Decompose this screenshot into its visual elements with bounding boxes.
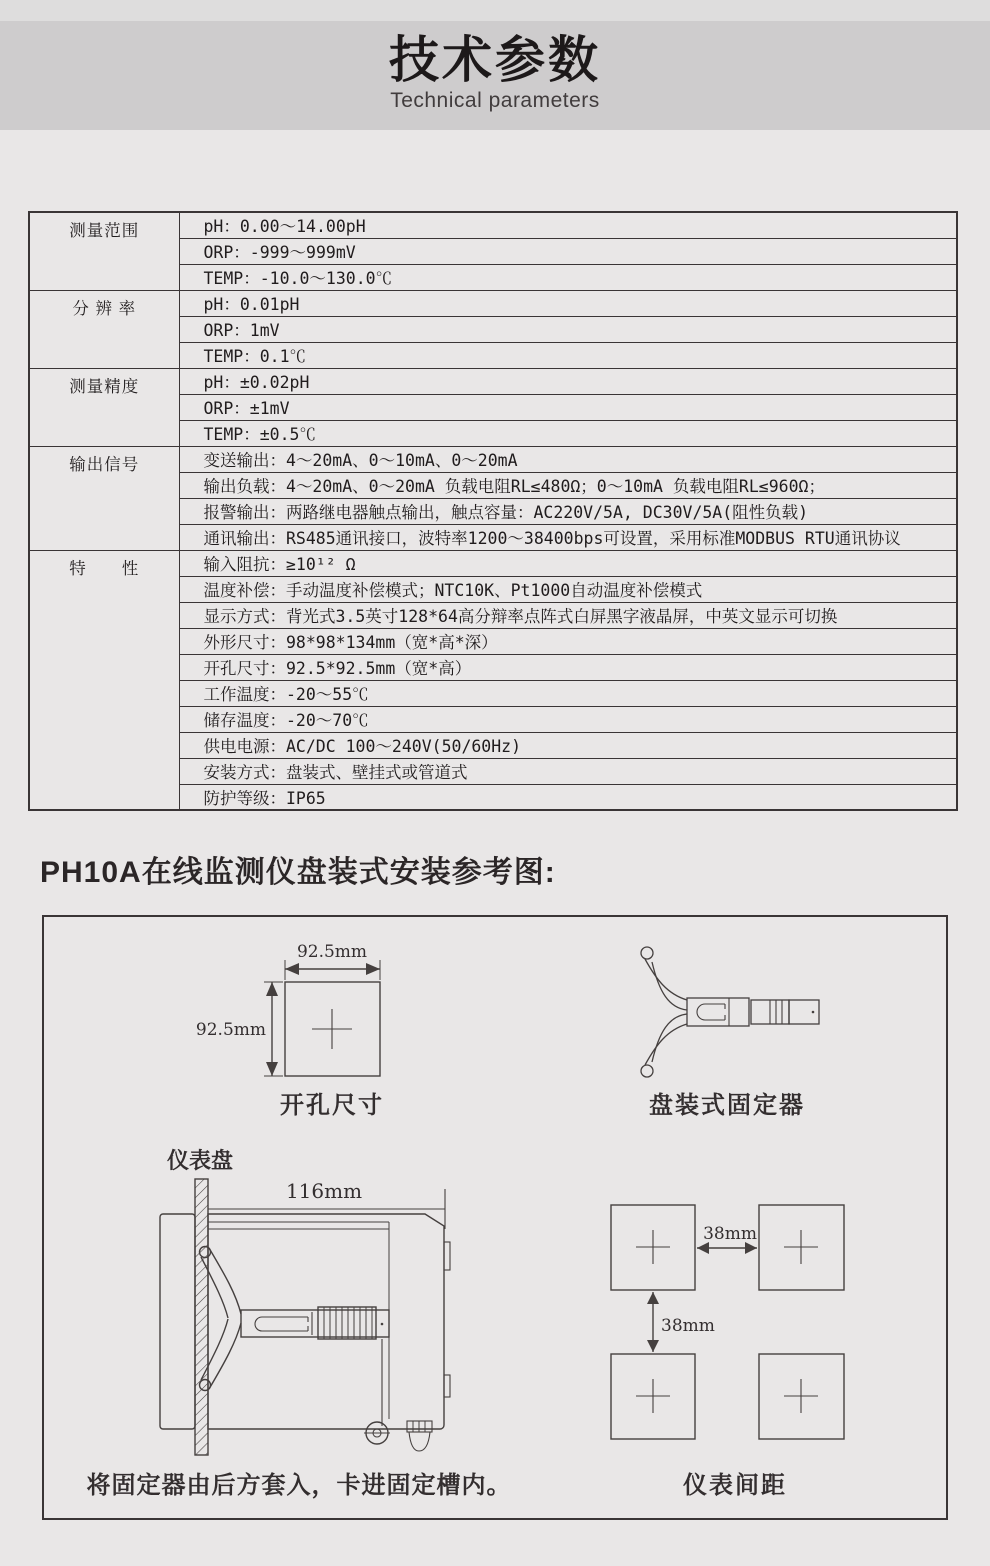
spec-category: 特 性	[29, 550, 179, 810]
cutout-dimension-drawing	[184, 932, 404, 1092]
fixator-drawing	[629, 932, 829, 1082]
table-row	[29, 290, 957, 316]
section-heading: PH10A在线监测仪盘装式安装参考图:	[40, 856, 556, 889]
spec-value: 报警输出：两路继电器触点输出，触点容量：AC220V/5A, DC30V/5A(阻性负载)	[179, 498, 957, 524]
spec-value: 安装方式：盘装式、壁挂式或管道式	[179, 758, 957, 784]
center-cross-icon	[636, 1230, 670, 1264]
spec-category: 测量精度	[29, 368, 179, 446]
cutout-width-label: 92.5mm	[296, 942, 368, 962]
table-row	[29, 368, 957, 394]
spec-value: 工作温度：-20～55℃	[179, 680, 957, 706]
spacing-drawing	[597, 1197, 862, 1447]
arrowhead-icon	[266, 982, 278, 996]
spec-value: TEMP：-10.0～130.0℃	[179, 264, 957, 290]
page-title: 技术参数	[389, 32, 601, 88]
spec-value: 供电电源：AC/DC 100～240V(50/60Hz)	[179, 732, 957, 758]
spec-value: 温度补偿：手动温度补偿模式；NTC10K、Pt1000自动温度补偿模式	[179, 576, 957, 602]
spec-value: ORP：-999～999mV	[179, 238, 957, 264]
cutout-height-label: 92.5mm	[195, 1020, 266, 1040]
spec-category: 分 辨 率	[29, 290, 179, 368]
center-cross-icon	[312, 1009, 352, 1049]
spec-value: 变送输出：4～20mA、0～10mA、0～20mA	[179, 446, 957, 472]
spec-table	[28, 211, 958, 811]
panel-hatch	[195, 1179, 208, 1455]
spec-category: 测量范围	[29, 212, 179, 290]
front-bezel	[160, 1214, 195, 1429]
spec-category: 输出信号	[29, 446, 179, 550]
depth-label: 116mm	[285, 1179, 363, 1203]
spec-value: pH：±0.02pH	[179, 368, 957, 394]
spec-value: 输出负载：4～20mA、0～20mA 负载电阻RL≤480Ω；0～10mA 负载电阻RL≤960Ω；	[179, 472, 957, 498]
spec-value: ORP：1mV	[179, 316, 957, 342]
table-row	[29, 212, 957, 238]
center-cross-icon	[636, 1379, 670, 1413]
spec-value: pH：0.01pH	[179, 290, 957, 316]
spec-value: 输入阻抗：≥10¹² Ω	[179, 550, 957, 576]
fixator-caption: 盘装式固定器	[649, 1092, 805, 1119]
arrowhead-icon	[366, 963, 380, 975]
instrument-body	[208, 1214, 444, 1429]
spec-value: TEMP：±0.5℃	[179, 420, 957, 446]
center-cross-icon	[784, 1230, 818, 1264]
spec-value: 开孔尺寸：92.5*92.5mm（宽*高）	[179, 654, 957, 680]
arrowhead-icon	[285, 963, 299, 975]
spec-value: 显示方式：背光式3.5英寸128*64高分辩率点阵式白屏黑字液晶屏，中英文显示可切换	[179, 602, 957, 628]
page-subtitle: Technical parameters	[390, 88, 600, 112]
side-mount-drawing	[122, 1142, 472, 1462]
arrowhead-icon	[647, 1340, 659, 1352]
center-cross-icon	[784, 1379, 818, 1413]
spacing-vertical-label: 38mm	[661, 1316, 715, 1336]
installation-diagram	[42, 915, 948, 1520]
spec-value: TEMP：0.1℃	[179, 342, 957, 368]
table-row	[29, 446, 957, 472]
table-row	[29, 550, 957, 576]
spacing-caption: 仪表间距	[683, 1472, 787, 1499]
spec-value: pH：0.00～14.00pH	[179, 212, 957, 238]
page-header	[0, 21, 990, 130]
spec-value: 储存温度：-20～70℃	[179, 706, 957, 732]
spec-value: 外形尺寸：98*98*134mm（宽*高*深）	[179, 628, 957, 654]
spec-value: 防护等级：IP65	[179, 784, 957, 810]
top-strip	[0, 0, 990, 21]
cutout-caption: 开孔尺寸	[280, 1092, 384, 1119]
spec-value: 通讯输出：RS485通讯接口，波特率1200～38400bps可设置，采用标准MODBUS RTU通讯协议	[179, 524, 957, 550]
spec-value: ORP：±1mV	[179, 394, 957, 420]
panel-label: 仪表盘	[167, 1148, 234, 1173]
spacing-horizontal-label: 38mm	[703, 1224, 757, 1244]
side-mount-caption: 将固定器由后方套入，卡进固定槽内。	[86, 1472, 512, 1499]
arrowhead-icon	[266, 1062, 278, 1076]
arrowhead-icon	[647, 1292, 659, 1304]
